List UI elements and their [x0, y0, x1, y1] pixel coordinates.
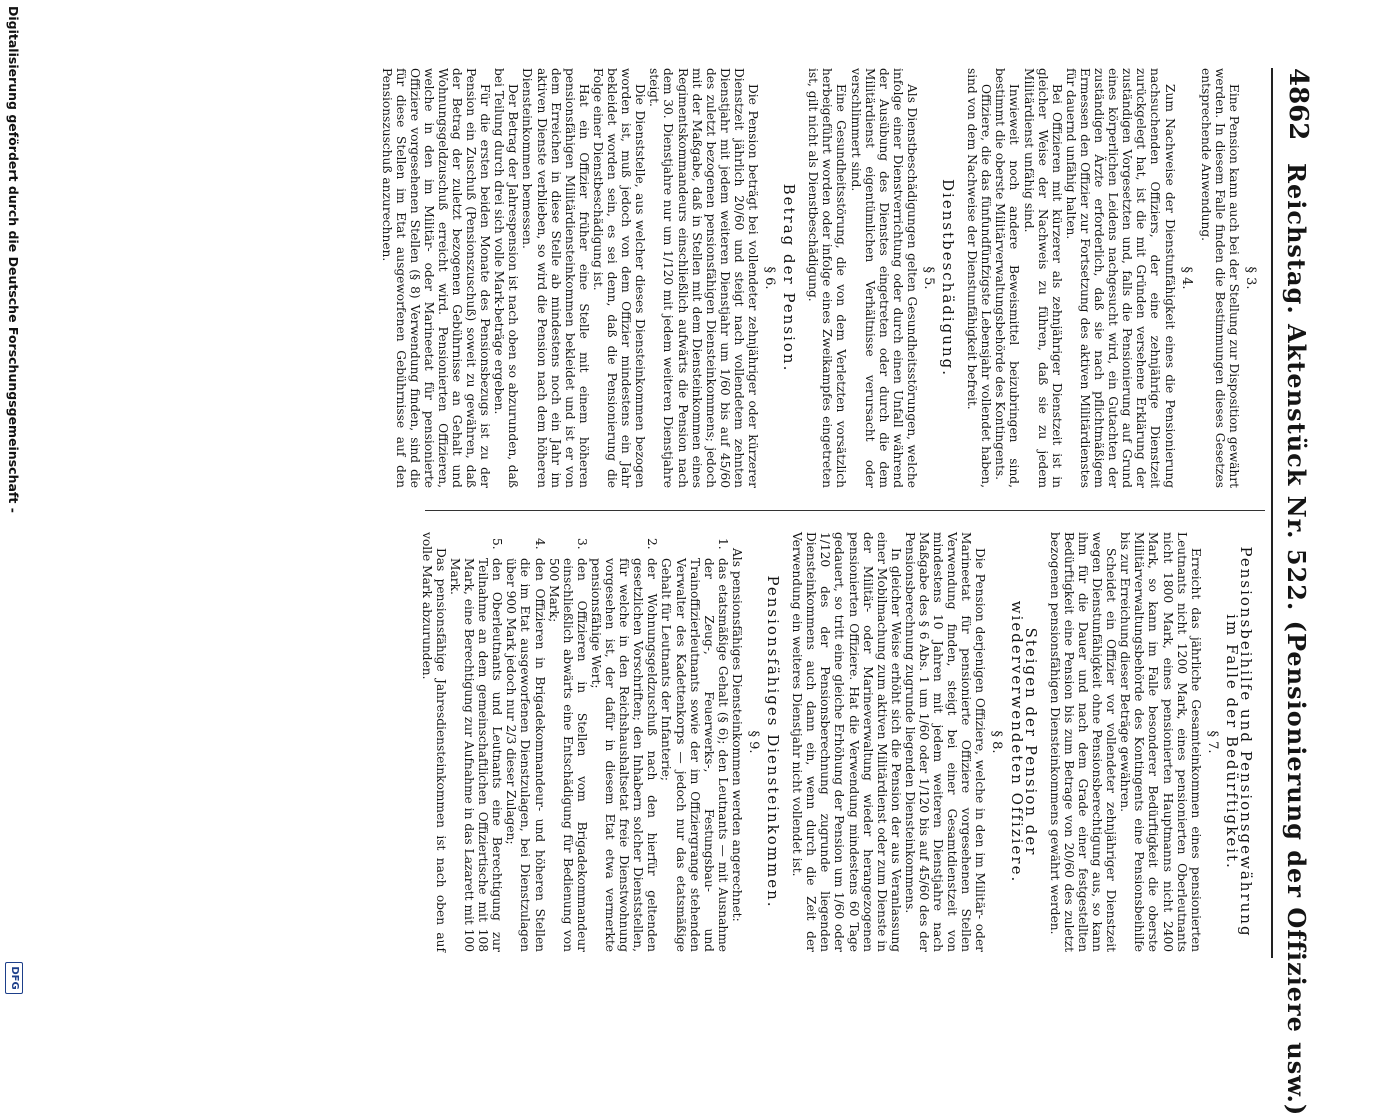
section-3-heading: § 3.	[1243, 266, 1258, 290]
section-9-outro: Das pensionsfähige Jahresdiensteinkommen ist nach oben auf volle Mark abzurunden.	[419, 532, 448, 952]
heading-pensionsfaehiges-einkommen: Pensionsfähiges Diensteinkommen.	[764, 575, 783, 909]
list-item	[547, 532, 589, 952]
section-4-paragraph-2: Bei Offizieren mit kürzerer als zehnjähriger Dienstzeit ist in gleicher Weise der Nachweis zu führen, daß sie zu jedem Militärdienst unfähig sind.	[1021, 68, 1064, 488]
right-column	[420, 532, 1263, 952]
section-6-paragraph-4: Der Betrag der Jahrespension ist nach oben so abzurunden, daß bei Teilung durch drei sich volle Mark-beträge ergeben.	[492, 68, 521, 488]
list-item-text: der Wohnungsgeldzuschuß nach den hierfür geltenden gesetzlichen Vorschriften; den Inhabern solcher Dienststellen, für welche in den Reichshaushaltsetat freie Dienstwohnung vorgesehen ist, der dafür in diesem Etat etwa vermerkte pensionsfähige Wert;	[588, 558, 660, 952]
section-6-paragraph-5: Für die ersten beiden Monate des Pensionsbezugs ist zu der Pension ein Zuschuß (Pensionszuschuß) soweit zu gewähren, daß der Betrag der zuletzt bezogenen Gebührnisse an Gehalt und Wohnungsgeldzuschuß erreicht wird. Pensionierten Offizieren, welche in den im Militär- oder Marineetat für pensionierte Offiziere vorgesehenen Stellen (§ 8) Verwendung finden, sind die für diese Stellen im Etat ausgeworfenen Gebührnisse auf den Pensionszuschuß anzurechnen.	[379, 68, 493, 488]
section-8-paragraph-1: Die Pension derjenigen Offiziere, welche in den im Militär- oder Marineetat für pensionierte Offiziere vorgesehenen Stellen Verwendung finden, steigt bei einer Gesamtdienstzeit von mindestens 10 Jahren mit jedem weiteren Dienstjahre nach Maßgabe des § 6 Abs. 1 um 1/60 oder 1/120 bis auf 45/60 des der Pensionsberechnung zugrunde liegenden Diensteinkommens.	[902, 532, 988, 952]
list-item-number: 3.	[574, 538, 589, 550]
section-5-paragraph-1: Als Dienstbeschädigungen gelten Gesundheitsstörungen, welche infolge einer Dienstverrichtung oder durch einen Unfall während der Ausübung des Dienstes eingetreten oder durch die dem Militärdienst eigentümlichen Verhältnisse verursacht oder verschlimmert sind.	[848, 68, 919, 488]
footer-credit: Digitalisierung gefördert durch die Deutsche Forschungsgemeinschaft -	[6, 6, 21, 513]
section-6-paragraph-3: Hat ein Offizier früher eine Stelle mit einem höheren pensionsfähigen Militärdiensteinkommen bekleidet und ist er von dem Erreichen in diese Stelle ab mindestens noch ein Jahr im aktiven Dienste verblieben, so wird die Pension nach dem höheren Diensteinkommen bemessen.	[520, 68, 591, 488]
section-8-paragraph-2: In gleicher Weise erhöht sich die Pension der aus Veranlassung einer Mobilmachung zum aktiven Militärdienst oder zum Dienste in der Militär- oder Marineverwaltung wieder herangezogenen pensionierten Offiziere. Hat die Verwendung mindestens 60 Tage gedauert, so tritt eine gleiche Erhöhung der Pension um 1/60 oder 1/120 des der Pensionsberechnung zugrunde liegenden Diensteinkommens auch dann ein, wenn durch die Zeit der Verwendung ein weiteres Dienstjahr nicht vollendet ist.	[790, 532, 903, 952]
list-item	[589, 532, 659, 952]
list-item-number: 1.	[715, 538, 730, 550]
list-item-text: den Oberleutnants und Leutnants eine Berechtigung zur Teilnahme an dem gemeinschaftlichen Offiziertische mit 108 Mark, eine Berechtigung zur Aufnahme in das Lazarett mit 100 Mark.	[448, 558, 505, 952]
section-6-heading: § 6.	[762, 266, 778, 290]
section-8-heading: § 8.	[989, 730, 1005, 754]
list-item	[504, 532, 546, 952]
heading-betrag-der-pension: Betrag der Pension.	[780, 183, 799, 373]
page-title: Reichstag. Aktenstück Nr. 522. (Pensionierung der Offiziere usw.)	[1282, 163, 1311, 1116]
section-4-heading: § 4.	[1178, 266, 1194, 290]
section-5-heading: § 5.	[921, 266, 937, 290]
digitization-footer	[1, 0, 23, 1000]
section-3-text: Eine Pension kann auch bei der Stellung zur Disposition gewährt werden. In diesem Falle finden die Bestimmungen dieses Gesetzes entsprechende Anwendung.	[1198, 68, 1241, 488]
heading-dienstbeschaedigung: Dienstbeschädigung.	[939, 179, 958, 377]
list-item-text: den Offizieren in Brigadekommandeur- und höheren Stellen die im Etat ausgeworfenen Dienstzulagen, bei Dienstzulagen über 900 Mark jedoch nur 2/3 dieser Zulagen;	[504, 558, 547, 952]
heading-steigen-der-pension: Steigen der Pension der wiederverwendeten Offiziere.	[1007, 600, 1040, 884]
section-6-paragraph-2: Die Dienststelle, aus welcher dieses Diensteinkommen bezogen worden ist, muß jedoch von dem Offizier mindestens ein Jahr bekleidet worden sein, es sei denn, daß die Pensionierung die Folge einer Dienstbeschädigung ist.	[590, 68, 648, 488]
list-item-text: den Offizieren in Stellen vom Brigadekommandeur einschließlich abwärts eine Entschädigung für Bedienung von 500 Mark;	[546, 558, 589, 952]
heading-pensionsbeihilfe: Pensionsbeihilfe und Pensionsgewährung im Falle der Bedürftigkeit.	[1222, 546, 1255, 938]
page-number: 4862	[1283, 68, 1313, 141]
section-9-list	[448, 532, 730, 952]
left-column	[379, 68, 1263, 488]
page-header	[1271, 68, 1313, 1116]
section-6-paragraph-1: Die Pension beträgt bei vollendeter zehnjähriger oder kürzerer Dienstzeit jährlich 20/60 und steigt nach vollendetem zehnten Dienstjahr mit jedem weiteren Dienstjahr um 1/60 bis auf 45/60 des zuletzt bezogenen pensionsfähigen Diensteinkommens; jedoch mit der Maßgabe, daß in Stellen mit dem Diensteinkommen eines Regimentskommandeurs einschließlich aufwärts die Pension nach dem 30. Dienstjahre nur um 1/120 mit jedem weiteren Dienstjahre steigt.	[647, 68, 760, 488]
list-item	[448, 532, 504, 952]
section-4-paragraph-3: Inwieweit noch andere Beweismittel beizubringen sind, bestimmt die oberste Militärverwaltungsbehörde des Kontingents.	[993, 68, 1022, 488]
list-item-number: 2.	[645, 538, 660, 550]
section-7-paragraph-2: Scheidet ein Offizier vor vollendeter zehnjähriger Dienstzeit wegen Dienstunfähigkeit ohne Pensionsberechtigung aus, so kann ihm für die Dauer und nach dem Grade einer festgestellten Bedürftigkeit eine Pension bis zum Betrage von 20/60 des zuletzt bezogenen pensionsfähigen Diensteinkommens gewährt werden.	[1047, 532, 1119, 952]
dfg-logo: DFG	[5, 962, 23, 994]
section-7-paragraph-1: Erreicht das jährliche Gesamteinkommen eines pensionierten Leutnants nicht 1200 Mark, eines pensionierten Oberleutnants nicht 1800 Mark, eines pensionierten Hauptmanns nicht 2400 Mark, so kann im Falle besonderer Bedürftigkeit die oberste Militärverwaltungsbehörde des Kontingents eine Pensionsbeihilfe bis zur Erreichung dieser Beträge gewähren.	[1118, 532, 1203, 952]
list-item	[659, 532, 729, 952]
section-7-heading: § 7.	[1204, 730, 1220, 754]
section-5-paragraph-2: Eine Gesundheitsstörung, die von dem Verletzten vorsätzlich herbeigeführt worden oder infolge eines Zweikampfes eingetreten ist, gilt nicht als Dienstbeschädigung.	[806, 68, 849, 488]
list-item-number: 4.	[532, 538, 547, 550]
section-9-intro: Als pensionsfähiges Diensteinkommen werden angerechnet:	[729, 548, 744, 922]
section-4-paragraph-1: Zum Nachweise der Dienstunfähigkeit eines die Pensionierung nachsuchenden Offiziers, der eine zehnjährige Dienstzeit zurückgelegt hat, ist die mit Gründen versehene Erklärung der zuständigen Vorgesetzten und, falls die Pensionierung auf Grund eines körperlichen Leidens nachgesucht wird, ein Gutachten der zuständigen Ärzte erforderlich, daß sie nach pflichtmäßigem Ermessen den Offizier zur Fortsetzung des aktiven Militärdienstes für dauernd unfähig halten.	[1063, 68, 1177, 488]
section-9-heading: § 9.	[746, 730, 761, 754]
column-divider	[425, 510, 1265, 511]
section-4-paragraph-4: Offiziere, die das fünfundfünfzigste Lebensjahr vollendet haben, sind von dem Nachweise der Dienstunfähigkeit befreit.	[965, 68, 994, 488]
list-item-text: das etatsmäßige Gehalt (§ 6); den Leutnants — mit Ausnahme der Zeug-, Feuerwerks-, Festungsbau- und Trainoffizierleutnants sowie der im Offiziergrange stehenden Verwalter des Kadettenkorps — jedoch nur das etatsmäßige Gehalt für Leutnants der Infanterie;	[659, 558, 730, 952]
list-item-number: 5.	[490, 538, 505, 550]
